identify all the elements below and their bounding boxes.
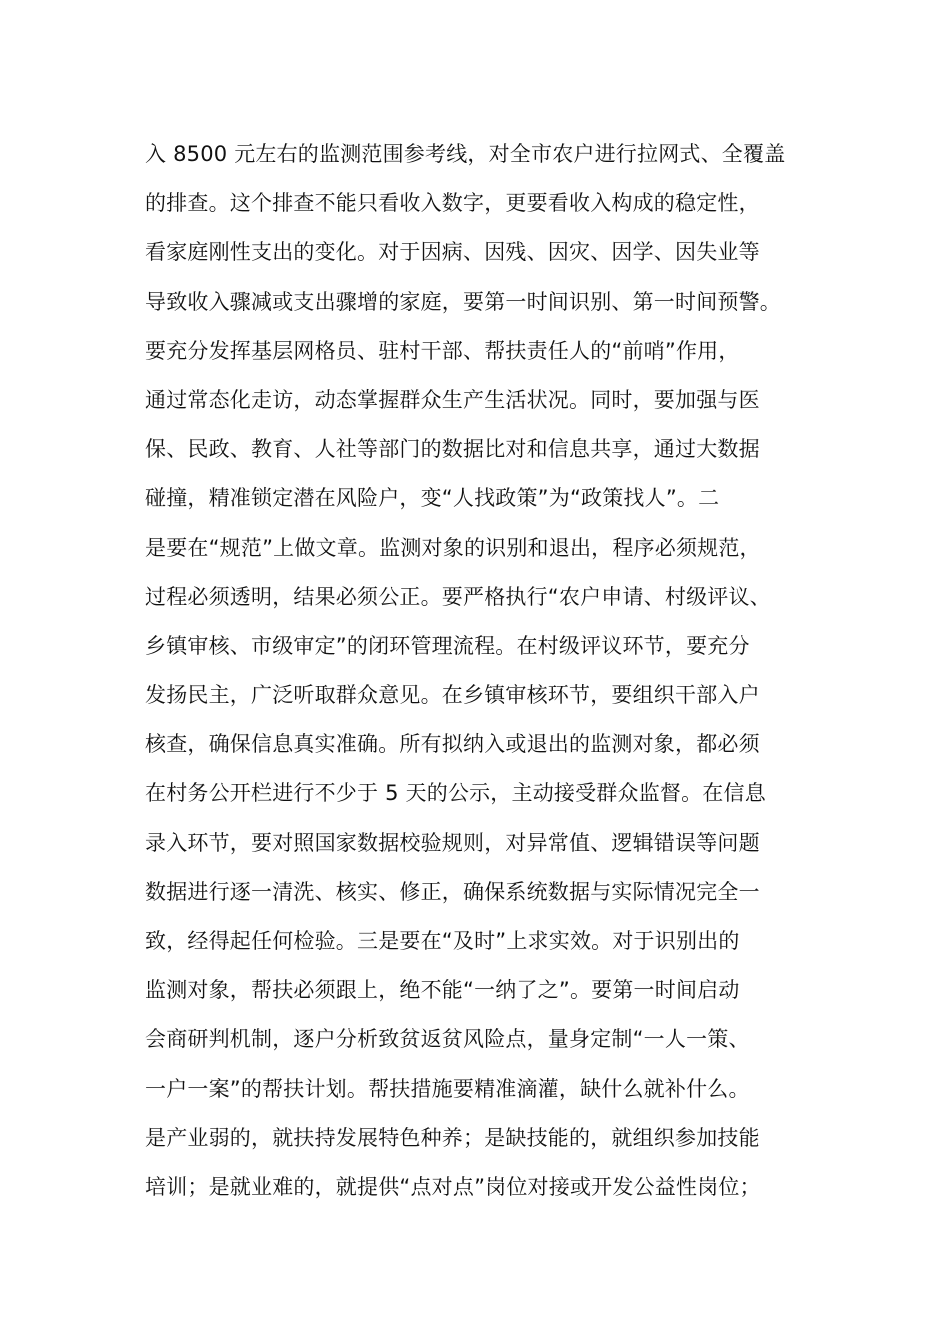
text-line: 一户一案”的帮扶计划。帮扶措施要精准滴灌，缺什么就补什么。 xyxy=(145,1076,750,1101)
text-line: 核查，确保信息真实准确。所有拟纳入或退出的监测对象，都必须 xyxy=(145,732,760,757)
text-line: 乡镇审核、市级审定”的闭环管理流程。在村级评议环节，要充分 xyxy=(145,633,750,658)
text-line: 培训；是就业难的，就提供“点对点”岗位对接或开发公益性岗位； xyxy=(145,1174,761,1199)
text-line: 看家庭刚性支出的变化。对于因病、因残、因灾、因学、因失业等 xyxy=(145,240,760,265)
text-line: 会商研判机制，逐户分析致贫返贫风险点，量身定制“一人一策、 xyxy=(145,1027,750,1052)
text-line: 入 8500 元左右的监测范围参考线，对全市农户进行拉网式、全覆盖 xyxy=(145,142,786,166)
text-line: 要充分发挥基层网格员、驻村干部、帮扶责任人的“前哨”作用， xyxy=(145,338,740,363)
text-line: 监测对象，帮扶必须跟上，绝不能“一纳了之”。要第一时间启动 xyxy=(145,978,740,1003)
text-line: 致，经得起任何检验。三是要在“及时”上求实效。对于识别出的 xyxy=(145,929,740,953)
text-line: 发扬民主，广泛听取群众意见。在乡镇审核环节，要组织干部入户 xyxy=(145,683,760,708)
text-line: 保、民政、教育、人社等部门的数据比对和信息共享，通过大数据 xyxy=(145,437,760,462)
text-line: 录入环节，要对照国家数据校验规则，对异常值、逻辑错误等问题 xyxy=(145,830,760,855)
text-line: 是要在“规范”上做文章。监测对象的识别和退出，程序必须规范， xyxy=(145,535,761,560)
text-line: 导致收入骤减或支出骤增的家庭，要第一时间识别、第一时间预警。 xyxy=(145,289,781,314)
text-line: 是产业弱的，就扶持发展特色种养；是缺技能的，就组织参加技能 xyxy=(145,1125,760,1150)
text-line: 碰撞，精准锁定潜在风险户，变“人找政策”为“政策找人”。二 xyxy=(145,486,720,511)
text-line: 过程必须透明，结果必须公正。要严格执行“农户申请、村级评议、 xyxy=(145,584,771,609)
text-line: 的排查。这个排查不能只看收入数字，更要看收入构成的稳定性， xyxy=(145,191,760,216)
text-line: 数据进行逐一清洗、核实、修正，确保系统数据与实际情况完全一 xyxy=(145,879,760,904)
body-text xyxy=(145,130,835,1212)
text-line: 通过常态化走访，动态掌握群众生产生活状况。同时，要加强与医 xyxy=(145,387,760,412)
text-line: 在村务公开栏进行不少于 5 天的公示，主动接受群众监督。在信息 xyxy=(145,781,766,806)
